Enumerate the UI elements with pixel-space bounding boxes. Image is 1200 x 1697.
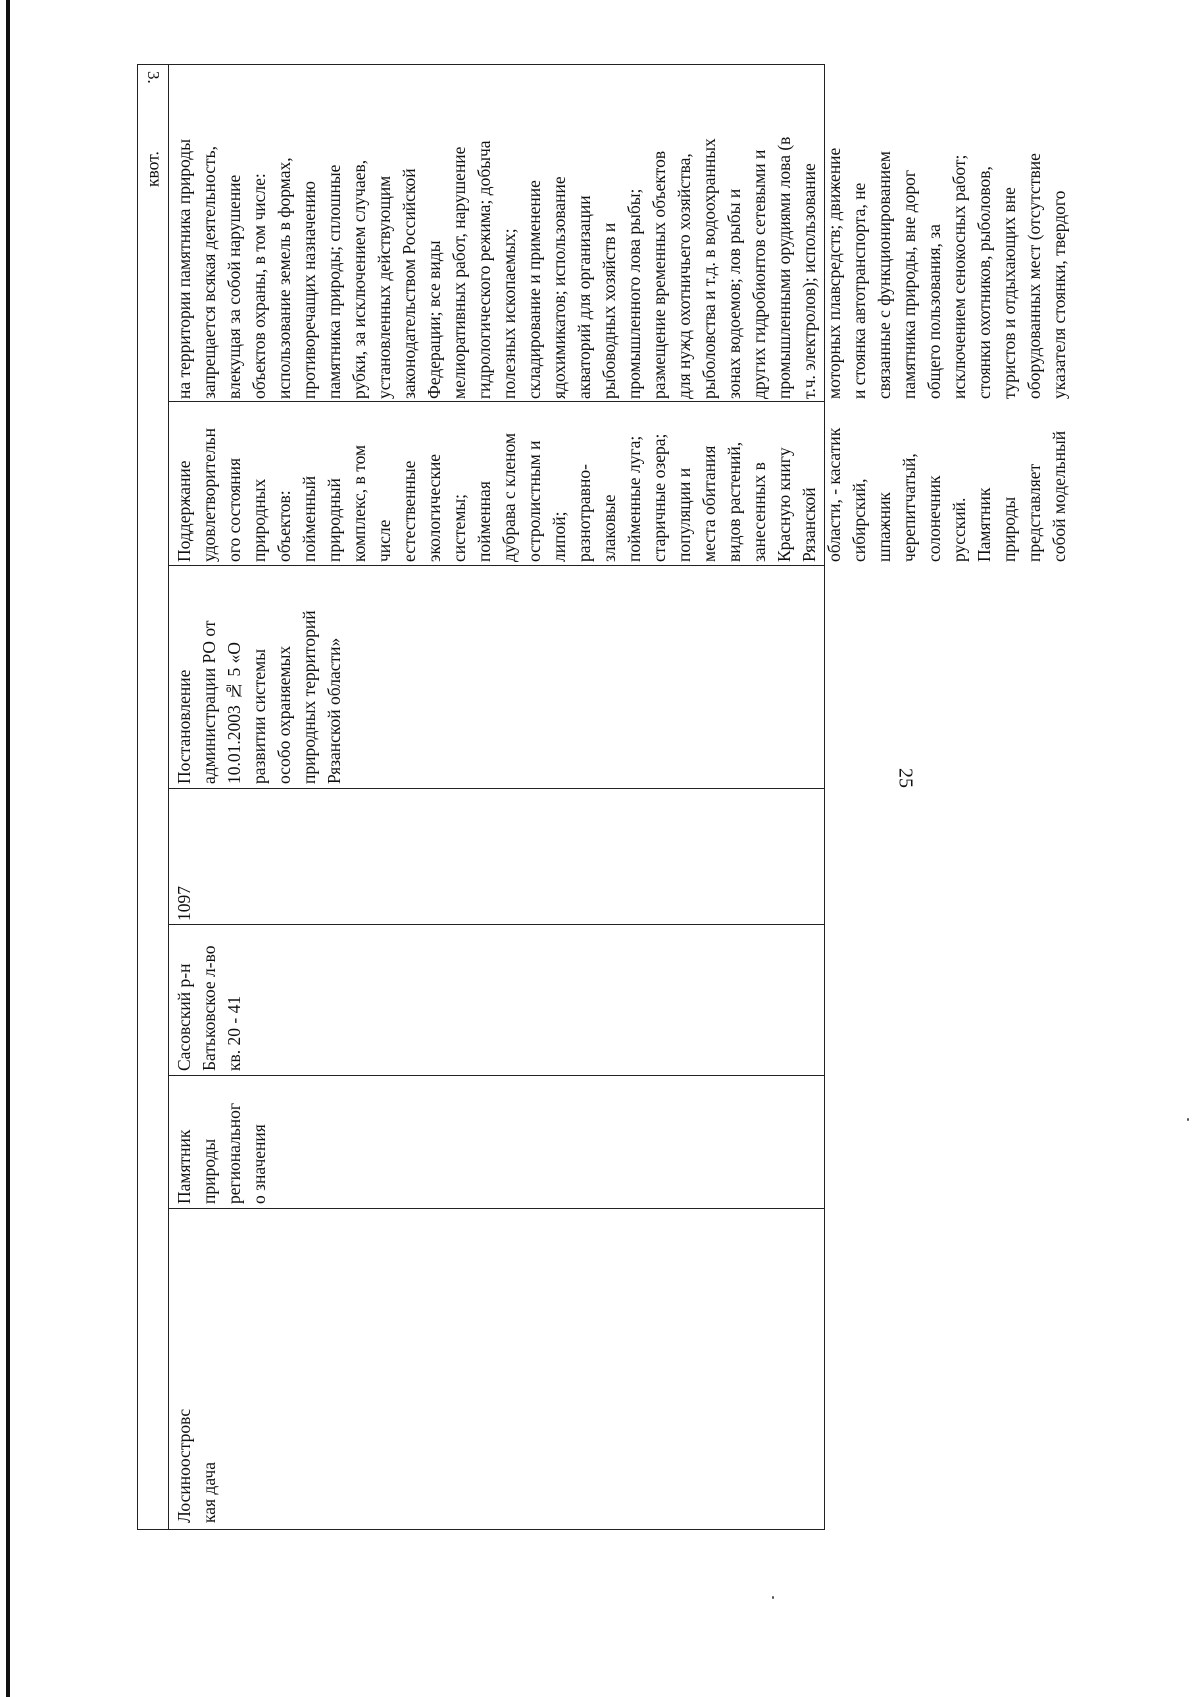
column-divider [168, 401, 824, 402]
table-first-column [138, 65, 169, 1529]
category-cell: Памятник природы региональнoг о значения [174, 1102, 269, 1204]
page-number: 25 [894, 768, 917, 788]
column-divider [168, 565, 824, 566]
restrictions-cell: на территории памятника природы запрещается всякая деятельность, влекущая за собой нарушение объектов охраны, в том числе: использование земель в формах, противоречащих назначению памятника природы; сплошные рубки, за исключением случаев, установленных действующим законодательством Российской Федерации; все виды мелиоративных работ, нарушение гидрологического режима; добыча полезных ископаемых; складирование и применение ядохимикатов; использование акваторий для организации рыбоводных хозяйств и промышленного лова рыбы; размещение временных объектов для нужд охотничьего хозяйства, рыболовства и т.д. в водоохранных зонах водоемов; лов рыбы и других гидробионтов сетевыми и промышленными орудиями лова (в т.ч. электролов); использование моторных плавсредств; движение и стоянка автотранспорта, не связанные с функционированием памятника природы, вне дорог общего пользования, за исключением сенокосных работ; стоянки охотников, рыболовов, туристов и отдыхающих вне оборудованных мест (отсутствие указателя стоянки, твердого [174, 136, 1069, 399]
scan-speck [772, 1596, 774, 1599]
scan-edge [6, 0, 10, 1697]
object-name-cell: Лосиноостровс кая дача [174, 1408, 219, 1523]
legal-basis-cell: Постановление администрации РО от 10.01.2003 № 5 «О развитии системы особо охраняемых природных территорий Рязанской области» [174, 610, 344, 784]
row-number: 3. [144, 71, 163, 84]
scan-speck [1187, 1118, 1189, 1121]
location-cell: Сасовский р-н Батьковское л-во кв. 20 - 41 [174, 945, 244, 1071]
column-divider [168, 788, 824, 789]
column-divider [168, 924, 824, 925]
column-divider [168, 1208, 824, 1209]
restrictions-continuation: квот. [142, 151, 163, 187]
purpose-cell: Поддержание удовлетворительн ого состояния природных объектов: пойменный природный комплекс, в том числе естественные экологические системы; пойменная дубрава с кленом остролистным и липой; разнотравно- злаковые пойменные луга; старичные озера; популяции и места обитания видов растений, занесенных в Красную книгу Рязанской области, - касатик сибирский, шпажник черепитчатый, солонечник русский. Памятник природы представляет собой модельный [174, 427, 1069, 562]
area-cell: 1097 [174, 886, 194, 921]
column-divider [168, 1075, 824, 1076]
